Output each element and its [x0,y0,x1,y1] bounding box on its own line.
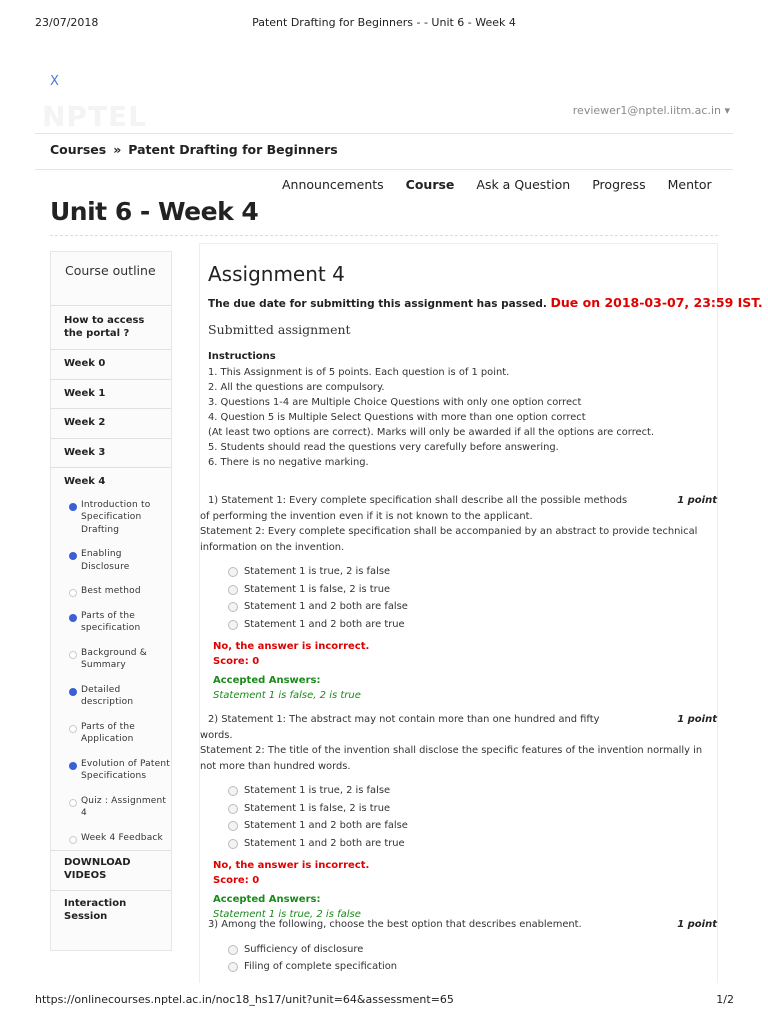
pending-dot-icon [69,725,77,733]
sidebar-lesson-label: Detailed description [81,684,134,707]
page-title: Unit 6 - Week 4 [50,197,259,226]
radio-button[interactable] [228,962,238,972]
radio-button[interactable] [228,786,238,796]
divider [50,235,718,236]
score: Score: 0 [213,656,260,667]
sidebar-lesson-label: Best method [81,586,141,596]
breadcrumb-courses[interactable]: Courses [50,142,107,157]
sidebar-item-week-1[interactable]: Week 1 [51,380,171,410]
accepted-answer: Statement 1 is true, 2 is false [213,909,361,920]
sidebar-item-week-3[interactable]: Week 3 [51,439,171,469]
sidebar-heading: Course outline [51,252,171,306]
score: Score: 0 [213,875,260,886]
instruction-line: 3. Questions 1-4 are Multiple Choice Questions with only one option correct [208,397,582,408]
sidebar-lesson-label: Parts of the Application [81,721,136,744]
due-text: The due date for submitting this assignment has passed. [208,298,547,310]
divider [35,169,733,170]
accepted-answer: Statement 1 is false, 2 is true [213,690,361,701]
sidebar-lesson-label: Background & Summary [81,647,147,670]
sidebar-lesson-label: Evolution of Patent Specifications [81,758,170,781]
sidebar-lesson-item[interactable] [51,493,171,543]
instruction-line: 6. There is no negative marking. [208,457,369,468]
print-url: https://onlinecourses.nptel.ac.in/noc18_hs17/unit?unit=64&assessment=65 [35,993,454,1006]
sidebar-lesson-label: Quiz : Assignment 4 [81,795,167,818]
sidebar-lesson-item[interactable] [51,542,171,579]
sidebar-lesson-item[interactable] [51,641,171,678]
print-page-count: 1/2 [716,993,734,1006]
answer-result: No, the answer is incorrect. [213,860,370,871]
sidebar-item-week-4[interactable]: Week 4 [64,476,106,487]
answer-option[interactable] [200,563,719,581]
option-label: Statement 1 is false, 2 is true [244,802,391,814]
submitted-label: Submitted assignment [208,322,351,337]
nav-progress[interactable]: Progress [592,177,646,192]
question-1 [200,493,719,703]
sidebar-lesson-label: Enabling Disclosure [81,549,130,572]
answer-option[interactable] [200,958,719,976]
sidebar-lesson-label: Introduction to Specification Drafting [81,499,151,535]
nav-course[interactable]: Course [405,177,455,192]
question-points: 1 point [677,714,717,725]
completed-dot-icon [69,552,77,560]
option-label: Statement 1 and 2 both are true [244,837,405,849]
answer-option[interactable] [200,800,719,818]
answer-option[interactable] [200,598,719,616]
radio-button[interactable] [228,804,238,814]
option-label: Sufficiency of disclosure [244,943,364,955]
breadcrumb-course[interactable]: Patent Drafting for Beginners [128,142,338,157]
option-label: Statement 1 and 2 both are false [244,601,408,612]
question-3 [200,917,719,976]
sidebar-lesson-item[interactable] [51,678,171,715]
answer-option[interactable] [200,581,719,599]
sidebar-lesson-label: Parts of the specification [81,610,141,633]
radio-button[interactable] [228,567,238,577]
sidebar-item-interaction-session[interactable]: Interaction Session [64,898,127,922]
completed-dot-icon [69,688,77,696]
instruction-line: 4. Question 5 is Multiple Select Questions with more than one option correct [208,412,586,423]
course-nav [282,177,734,192]
question-points: 1 point [677,495,717,506]
due-notice [208,295,763,310]
sidebar-lesson-item[interactable] [51,752,171,789]
pending-dot-icon [69,589,77,597]
nav-announcements[interactable]: Announcements [282,177,384,192]
sidebar-item-portal[interactable]: How to access the portal ? [51,306,171,350]
answer-option[interactable] [200,817,719,835]
instruction-line: (At least two options are correct). Marks will only be awarded if all the options are correct. [208,427,655,438]
completed-dot-icon [69,614,77,622]
nav-ask-question[interactable]: Ask a Question [476,177,571,192]
answer-option[interactable] [200,941,719,959]
pending-dot-icon [69,836,77,844]
option-label: Statement 1 is false, 2 is true [244,583,391,595]
radio-button[interactable] [228,839,238,849]
radio-button[interactable] [228,945,238,955]
option-label: Statement 1 and 2 both are true [244,618,405,630]
instruction-line: 2. All the questions are compulsory. [208,382,385,393]
pending-dot-icon [69,651,77,659]
user-menu[interactable]: reviewer1@nptel.iitm.ac.in ▾ [572,104,730,117]
question-text: Statement 2: The title of the invention shall disclose the specific features of the invention normally in not more than hundred words. [200,745,703,772]
answer-option[interactable] [200,616,719,634]
assignment-title: Assignment 4 [208,262,345,286]
breadcrumb [50,142,338,157]
course-outline-sidebar [50,251,172,951]
radio-button[interactable] [228,602,238,612]
assignment-panel [199,243,763,983]
close-icon[interactable]: X [50,74,59,89]
print-date: 23/07/2018 [35,16,99,29]
radio-button[interactable] [228,620,238,630]
nptel-logo[interactable]: NPTEL [42,100,148,133]
option-label: Statement 1 is true, 2 is false [244,785,391,796]
question-2 [200,712,719,922]
completed-dot-icon [69,503,77,511]
sidebar-lesson-item[interactable] [51,789,171,826]
answer-option[interactable] [200,835,719,853]
question-text: Statement 2: Every complete specification shall be accompanied by an abstract to provide technical information on the invention. [200,526,698,553]
sidebar-lesson-item[interactable] [51,604,171,641]
option-label: Statement 1 and 2 both are false [244,820,408,831]
week-4-lessons [51,493,171,851]
sidebar-item-download-videos[interactable]: DOWNLOAD VIDEOS [51,850,171,891]
radio-button[interactable] [228,821,238,831]
due-date: Due on 2018-03-07, 23:59 IST. [550,295,763,310]
question-text: 3) Among the following, choose the best option that describes enablement. [208,919,582,930]
question-text: 2) Statement 1: The abstract may not contain more than one hundred and fifty words. [200,714,600,741]
accepted-answers-heading: Accepted Answers: [213,675,321,686]
answer-result: No, the answer is incorrect. [213,641,370,652]
sidebar-lesson-item[interactable] [51,826,171,851]
option-label: Statement 1 is true, 2 is false [244,566,391,577]
pending-dot-icon [69,799,77,807]
sidebar-lesson-label: Week 4 Feedback [81,832,163,843]
question-text: 1) Statement 1: Every complete specification shall describe all the possible methods of performing the invention even if it is not known to the applicant. [200,495,628,522]
sidebar-item-week-0[interactable]: Week 0 [51,350,171,380]
instructions-heading: Instructions [208,351,276,362]
question-points: 1 point [677,919,717,930]
sidebar-lesson-item[interactable] [51,715,171,752]
instruction-line: 1. This Assignment is of 5 points. Each question is of 1 point. [208,367,510,378]
radio-button[interactable] [228,585,238,595]
print-title: Patent Drafting for Beginners - - Unit 6 - Week 4 [252,16,516,29]
option-label: Filing of complete specification [244,961,398,972]
divider [35,133,733,134]
answer-option[interactable] [200,782,719,800]
instructions-list [208,365,654,470]
accepted-answers-heading: Accepted Answers: [213,894,321,905]
sidebar-lesson-item[interactable] [51,579,171,604]
nav-mentor[interactable]: Mentor [667,177,712,192]
breadcrumb-separator: » [113,142,122,157]
instruction-line: 5. Students should read the questions very carefully before answering. [208,442,559,453]
completed-dot-icon [69,762,77,770]
sidebar-item-week-2[interactable]: Week 2 [51,409,171,439]
